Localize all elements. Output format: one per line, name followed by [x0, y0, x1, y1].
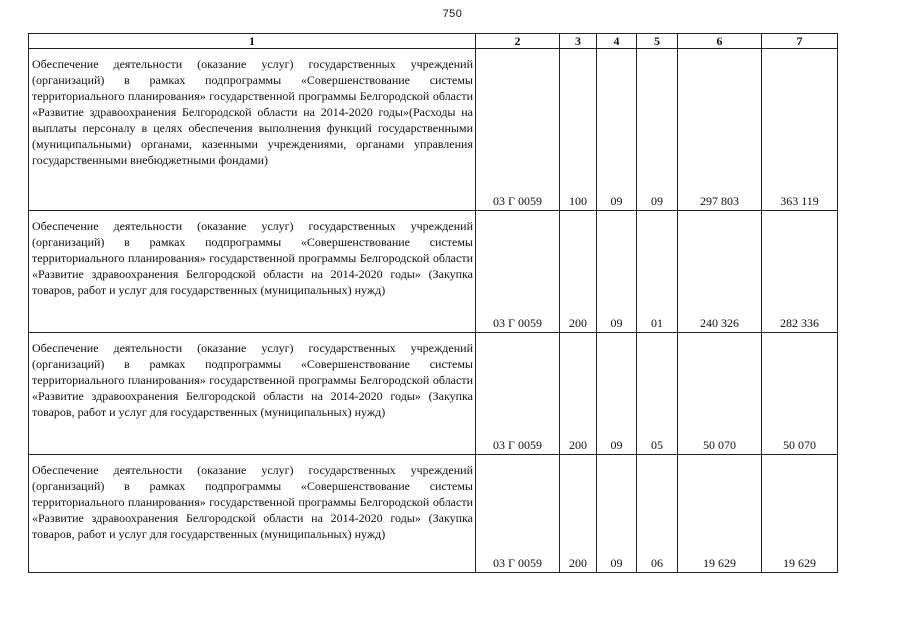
row-amount-2: 50 070 — [762, 333, 838, 455]
page-number: 750 — [442, 8, 463, 20]
row-description: Обеспечение деятельности (оказание услуг) государственных учреждений (организаций) в рамках подпрограммы «Совершенствование системы территориального планирования» государственной программы Белгородской области «Развитие здравоохранения Белгородской области на 2014-2020 годы» (Закупка товаров, работ и услуг для государственных (муниципальных) нужд) — [29, 333, 476, 455]
table-row — [29, 49, 838, 211]
row-subsection: 01 — [637, 211, 678, 333]
row-type: 200 — [560, 211, 597, 333]
row-type: 200 — [560, 333, 597, 455]
column-header-4: 4 — [597, 34, 637, 49]
row-description: Обеспечение деятельности (оказание услуг) государственных учреждений (организаций) в рамках подпрограммы «Совершенствование системы территориального планирования» государственной программы Белгородской области «Развитие здравоохранения Белгородской области на 2014-2020 годы»(Расходы на выплаты персоналу в целях обеспечения выполнения функций государственными (муниципальными) органами, казенными учреждениями, органами управления государственными внебюджетными фондами) — [29, 49, 476, 211]
row-amount-2: 363 119 — [762, 49, 838, 211]
row-amount-1: 297 803 — [678, 49, 762, 211]
row-section: 09 — [597, 455, 637, 573]
row-amount-1: 50 070 — [678, 333, 762, 455]
column-header-6: 6 — [678, 34, 762, 49]
column-header-1: 1 — [29, 34, 476, 49]
row-code: 03 Г 0059 — [476, 49, 560, 211]
table-row — [29, 211, 838, 333]
row-code: 03 Г 0059 — [476, 211, 560, 333]
row-amount-2: 282 336 — [762, 211, 838, 333]
column-header-7: 7 — [762, 34, 838, 49]
row-amount-1: 19 629 — [678, 455, 762, 573]
column-header-3: 3 — [560, 34, 597, 49]
row-section: 09 — [597, 211, 637, 333]
budget-table — [28, 33, 838, 573]
row-code: 03 Г 0059 — [476, 333, 560, 455]
row-section: 09 — [597, 333, 637, 455]
row-amount-2: 19 629 — [762, 455, 838, 573]
row-section: 09 — [597, 49, 637, 211]
row-code: 03 Г 0059 — [476, 455, 560, 573]
header-row — [29, 34, 838, 49]
row-amount-1: 240 326 — [678, 211, 762, 333]
column-header-5: 5 — [637, 34, 678, 49]
row-type: 200 — [560, 455, 597, 573]
row-description: Обеспечение деятельности (оказание услуг) государственных учреждений (организаций) в рамках подпрограммы «Совершенствование системы территориального планирования» государственной программы Белгородской области «Развитие здравоохранения Белгородской области на 2014-2020 годы» (Закупка товаров, работ и услуг для государственных (муниципальных) нужд) — [29, 455, 476, 573]
column-header-2: 2 — [476, 34, 560, 49]
row-description: Обеспечение деятельности (оказание услуг) государственных учреждений (организаций) в рамках подпрограммы «Совершенствование системы территориального планирования» государственной программы Белгородской области «Развитие здравоохранения Белгородской области на 2014-2020 годы» (Закупка товаров, работ и услуг для государственных (муниципальных) нужд) — [29, 211, 476, 333]
table-row — [29, 455, 838, 573]
table-row — [29, 333, 838, 455]
row-subsection: 06 — [637, 455, 678, 573]
row-subsection: 09 — [637, 49, 678, 211]
row-type: 100 — [560, 49, 597, 211]
row-subsection: 05 — [637, 333, 678, 455]
